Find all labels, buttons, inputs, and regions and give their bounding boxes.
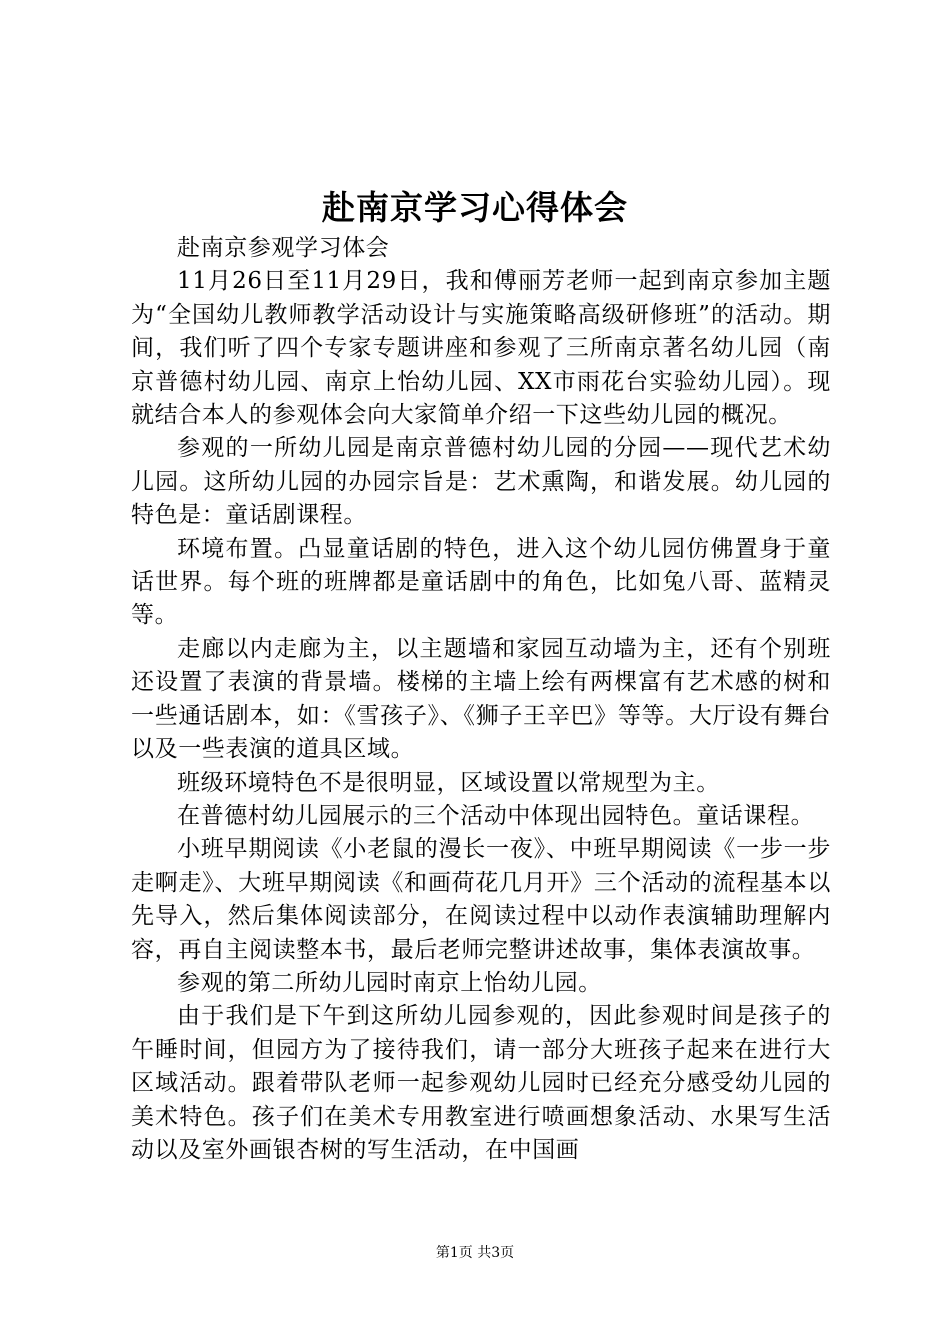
document-title: 赴南京学习心得体会 [322, 188, 628, 227]
paragraph: 由于我们是下午到这所幼儿园参观的，因此参观时间是孩子的午睡时间，但园方为了接待我们，请一部分大班孩子起来在进行大区域活动。跟着带队老师一起参观幼儿园时已经充分感受幼儿园的美术特色。孩子们在美术专用教室进行喷画想象活动、水果写生活动以及室外画银杏树的写生活动，在中国画 [131, 1003, 831, 1163]
paragraph: 参观的第二所幼儿园时南京上怡幼儿园。 [177, 969, 602, 996]
paragraph: 11月26日至11月29日，我和傅丽芳老师一起到南京参加主题为“全国幼儿教师教学活动设计与实施策略高级研修班”的活动。期间，我们听了四个专家专题讲座和参观了三所南京著名幼儿园（南京普德村幼儿园、南京上怡幼儿园、XX市雨花台实验幼儿园）。现就结合本人的参观体会向大家简单介绍一下这些幼儿园的概况。 [131, 268, 831, 429]
document-body [131, 232, 831, 1167]
paragraph: 班级环境特色不是很明显，区域设置以常规型为主。 [177, 769, 720, 796]
paragraph: 环境布置。凸显童话剧的特色，进入这个幼儿园仿佛置身于童话世界。每个班的班牌都是童话剧中的角色，比如兔八哥、蓝精灵等。 [131, 535, 831, 629]
paragraph: 小班早期阅读《小老鼠的漫长一夜》、中班早期阅读《一步一步走啊走》、大班早期阅读《和画荷花几月开》三个活动的流程基本以先导入，然后集体阅读部分，在阅读过程中以动作表演辅助理解内容，再自主阅读整本书，最后老师完整讲述故事，集体表演故事。 [131, 836, 831, 963]
paragraph: 在普德村幼儿园展示的三个活动中体现出园特色。童话课程。 [177, 802, 815, 829]
page-footer: 第1页 共3页 [435, 1245, 515, 1261]
paragraph: 走廊以内走廊为主，以主题墙和家园互动墙为主，还有个别班还设置了表演的背景墙。楼梯的主墙上绘有两棵富有艺术感的树和一些通话剧本，如：《雪孩子》、《狮子王辛巴》等等。大厅设有舞台以及一些表演的道具区域。 [131, 635, 831, 763]
paragraph: 赴南京参观学习体会 [177, 235, 390, 261]
paragraph: 参观的一所幼儿园是南京普德村幼儿园的分园——现代艺术幼儿园。这所幼儿园的办园宗旨是：艺术熏陶，和谐发展。幼儿园的特色是：童话剧课程。 [131, 435, 831, 529]
